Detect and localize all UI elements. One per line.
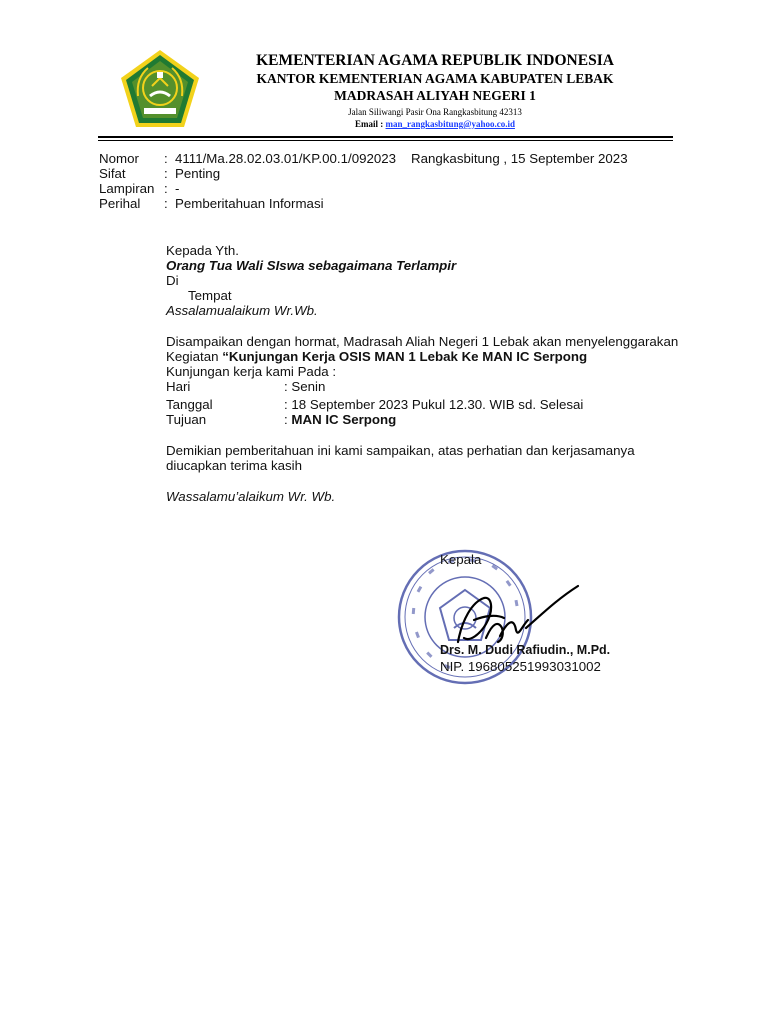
lampiran-value: -	[175, 181, 180, 196]
sifat-colon: :	[164, 166, 168, 181]
place-date: Rangkasbitung , 15 September 2023	[411, 151, 628, 166]
email-link[interactable]: man_rangkasbitung@yahoo.co.id	[385, 119, 515, 129]
tempat: Tempat	[188, 288, 232, 303]
ministry-emblem-logo	[118, 48, 202, 130]
closing-line-1: Demikian pemberitahuan ini kami sampaikan, atas perhatian dan kerjasamanya	[166, 443, 635, 458]
perihal-value: Pemberitahuan Informasi	[175, 196, 324, 211]
tanggal-value: : 18 September 2023 Pukul 12.30. WIB sd. Selesai	[284, 397, 584, 412]
tujuan-value: MAN IC Serpong	[291, 412, 397, 427]
email-label: Email :	[355, 119, 386, 129]
closing-line-2: diucapkan terima kasih	[166, 458, 302, 473]
signatory-name: Drs. M. Dudi Rafiudin., M.Pd.	[440, 643, 611, 657]
tujuan-label: Tujuan	[166, 412, 207, 427]
hari-value: : Senin	[284, 379, 326, 394]
nomor-colon: :	[164, 151, 168, 166]
letterhead-ministry: KEMENTERIAN AGAMA REPUBLIK INDONESIA	[256, 52, 614, 69]
perihal-label: Perihal	[99, 196, 141, 211]
signatory-nip: NIP. 196805251993031002	[440, 659, 601, 674]
sifat-label: Sifat	[99, 166, 126, 181]
kegiatan-prefix: Kegiatan	[166, 349, 223, 364]
letterhead-rule-thick	[98, 136, 673, 138]
sifat-value: Penting	[175, 166, 221, 181]
body-line-2	[166, 349, 587, 364]
lampiran-colon: :	[164, 181, 168, 196]
letterhead-school: MADRASAH ALIYAH NEGERI 1	[334, 88, 536, 103]
lampiran-label: Lampiran	[99, 181, 155, 196]
salutation: Assalamualaikum Wr.Wb.	[166, 303, 318, 318]
letterhead-address: Jalan Siliwangi Pasir Ona Rangkasbitung 42313	[348, 107, 522, 117]
tanggal-label: Tanggal	[166, 397, 213, 412]
perihal-colon: :	[164, 196, 168, 211]
tujuan-colon: :	[284, 412, 292, 427]
nomor-value: 4111/Ma.28.02.03.01/KP.00.1/092023	[175, 151, 397, 166]
event-name: “Kunjungan Kerja OSIS MAN 1 Lebak Ke MAN IC Serpong	[222, 349, 588, 364]
hari-label: Hari	[166, 379, 191, 394]
di: Di	[166, 273, 179, 288]
body-line-1: Disampaikan dengan hormat, Madrasah Aliah Negeri 1 Lebak akan menyelenggarakan	[166, 334, 679, 349]
body-line-3: Kunjungan kerja kami Pada :	[166, 364, 337, 379]
letterhead-office: KANTOR KEMENTERIAN AGAMA KABUPATEN LEBAK	[256, 71, 614, 86]
tujuan-line	[284, 412, 396, 427]
nomor-label: Nomor	[99, 151, 139, 166]
letterhead-email-line	[235, 119, 635, 129]
kepada-yth: Kepada Yth.	[166, 243, 239, 258]
letterhead-rule-thin	[98, 140, 673, 141]
closing-greeting: Wassalamu’alaikum Wr. Wb.	[166, 489, 336, 504]
recipient: Orang Tua Wali SIswa sebagaimana Terlampir	[166, 258, 457, 273]
signatory-title: Kepala	[440, 552, 482, 567]
